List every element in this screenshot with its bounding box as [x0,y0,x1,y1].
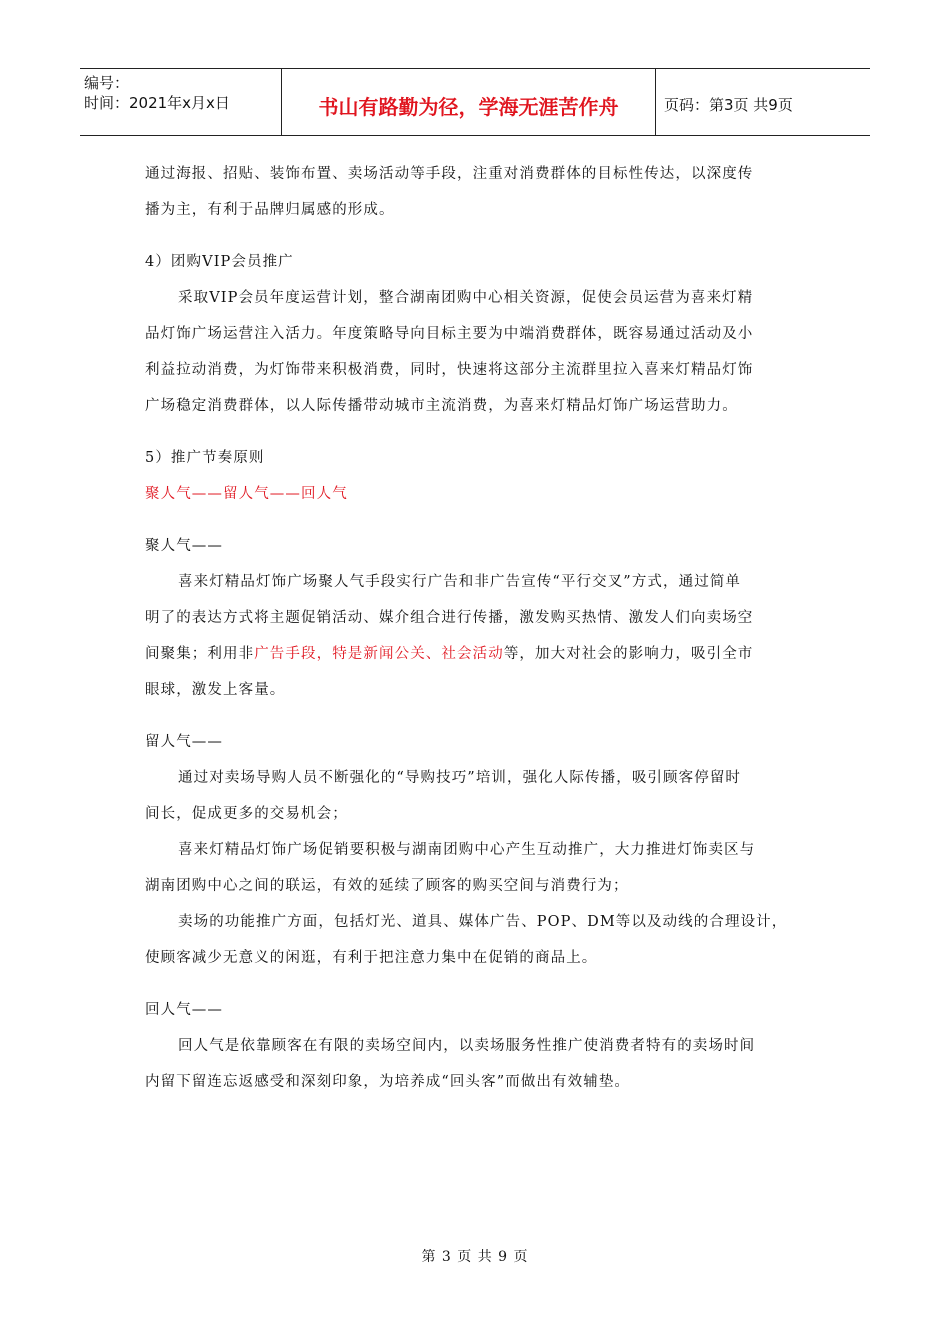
paragraph-line: 播为主，有利于品牌归属感的形成。 [145,202,395,218]
text-segment: 等，加大对社会的影响力，吸引全市 [503,646,754,662]
paragraph-line: 湖南团购中心之间的联运，有效的延续了顾客的购买空间与消费行为； [145,878,629,894]
paragraph-line: 内留下留连忘返感受和深刻印象，为培养成“回头客”而做出有效辅垫。 [145,1074,631,1090]
paragraph-line: 回人气是依靠顾客在有限的卖场空间内，以卖场服务性推广使消费者特有的卖场时间 [178,1038,756,1054]
paragraph-line: 品灯饰广场运营注入活力。年度策略导向目标主要为中端消费群体，既容易通过活动及小 [145,326,754,342]
paragraph-line: 喜来灯精品灯饰广场促销要积极与湖南团购中心产生互动推广，大力推进灯饰卖区与 [178,842,756,858]
document-body [145,156,825,1100]
paragraph-line: 使顾客减少无意义的闲逛，有利于把注意力集中在促销的商品上。 [145,950,598,966]
paragraph-line: 眼球，激发上客量。 [145,682,286,698]
section-title-rhythm: 5）推广节奏原则 [145,450,265,466]
header-meta [80,69,282,135]
page-footer: 第 3 页 共 9 页 [421,1249,529,1265]
header-page-info: 页码：第3页 共9页 [664,95,793,114]
paragraph-line: 喜来灯精品灯饰广场聚人气手段实行广告和非广告宣传“平行交叉”方式，通过简单 [178,574,742,590]
highlighted-text: 广告手段，特是新闻公关、社会活动 [254,646,504,662]
subsection-title-retain: 留人气—— [145,734,223,750]
document-time-label: 时间：2021年x月x日 [84,94,230,112]
paragraph-line: 采取VIP会员年度运营计划，整合湖南团购中心相关资源，促使会员运营为喜来灯精 [178,290,754,306]
paragraph-line: 通过海报、招贴、装饰布置、卖场活动等手段，注重对消费群体的目标性传达，以深度传 [145,166,754,182]
header-motto: 书山有路勤为径，学海无涯苦作舟 [282,69,656,135]
rhythm-principle: 聚人气——留人气——回人气 [145,486,348,502]
paragraph-line: 间长，促成更多的交易机会； [145,806,348,822]
paragraph-line: 明了的表达方式将主题促销活动、媒介组合进行传播，激发购买热情、激发人们向卖场空 [145,610,754,626]
paragraph-line: 通过对卖场导购人员不断强化的“导购技巧”培训，强化人际传播，吸引顾客停留时 [178,770,742,786]
subsection-title-return: 回人气—— [145,1002,223,1018]
page-header [80,68,870,136]
section-title-vip: 4）团购VIP会员推广 [145,254,294,270]
subsection-title-gather: 聚人气—— [145,538,223,554]
document-number-label: 编号： [84,74,130,92]
paragraph-line: 卖场的功能推广方面，包括灯光、道具、媒体广告、POP、DM等以及动线的合理设计， [178,914,788,930]
paragraph-line: 广场稳定消费群体，以人际传播带动城市主流消费，为喜来灯精品灯饰广场运营助力。 [145,398,738,414]
paragraph-line [145,636,825,672]
text-segment: 间聚集；利用非 [145,646,255,662]
paragraph-line: 利益拉动消费，为灯饰带来积极消费，同时，快速将这部分主流群里拉入喜来灯精品灯饰 [145,362,754,378]
